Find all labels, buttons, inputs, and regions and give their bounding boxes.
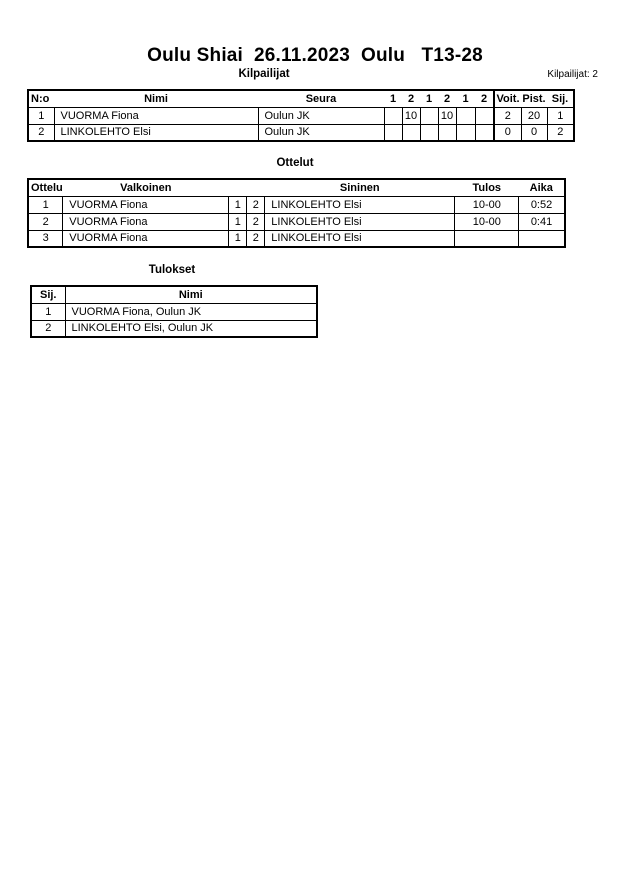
kilpailijat-section-title: Kilpailijat — [238, 68, 290, 80]
cell-score — [384, 107, 402, 124]
col-header-sij: Sij. — [547, 90, 574, 107]
cell-score: 10 — [402, 107, 420, 124]
col-header-valkoinen: Valkoinen — [63, 179, 229, 196]
ottelut-table — [27, 178, 566, 248]
cell-pist: 0 — [521, 124, 547, 141]
col-header-pist: Pist. — [521, 90, 547, 107]
cell-sij: 1 — [547, 107, 574, 124]
col-header-no: N:o — [28, 90, 54, 107]
ottelut-header-row — [28, 179, 565, 196]
cell-ottelu: 1 — [28, 196, 63, 213]
cell-score — [420, 107, 438, 124]
cell-no: 1 — [28, 107, 54, 124]
cell-sininen: LINKOLEHTO Elsi — [265, 213, 455, 230]
table-row — [28, 196, 565, 213]
cell-corner-1: 1 — [229, 196, 247, 213]
cell-tulos — [455, 230, 519, 247]
cell-sij: 1 — [31, 303, 65, 320]
cell-no: 2 — [28, 124, 54, 141]
table-row — [31, 303, 317, 320]
cell-sininen: LINKOLEHTO Elsi — [265, 230, 455, 247]
col-header-round-5: 1 — [456, 90, 475, 107]
cell-corner-2: 2 — [247, 230, 265, 247]
col-header-round-6: 2 — [475, 90, 494, 107]
tulokset-section-title: Tulokset — [148, 264, 196, 276]
cell-sininen: LINKOLEHTO Elsi — [265, 196, 455, 213]
cell-score — [420, 124, 438, 141]
cell-score — [475, 124, 494, 141]
table-row — [28, 124, 574, 141]
col-header-seura: Seura — [258, 90, 384, 107]
cell-tulos: 10-00 — [455, 196, 519, 213]
cell-valkoinen: VUORMA Fiona — [63, 213, 229, 230]
col-header-round-3: 1 — [420, 90, 438, 107]
cell-voit: 0 — [494, 124, 521, 141]
ottelut-section-title: Ottelut — [276, 157, 314, 169]
table-row — [28, 230, 565, 247]
cell-seura: Oulun JK — [258, 107, 384, 124]
cell-ottelu: 2 — [28, 213, 63, 230]
cell-corner-1: 1 — [229, 213, 247, 230]
kilpailijat-header-row — [28, 90, 574, 107]
col-header-spacer-2 — [247, 179, 265, 196]
cell-score — [456, 124, 475, 141]
tulokset-table — [30, 285, 318, 338]
col-header-aika: Aika — [519, 179, 565, 196]
kilpailijat-table — [27, 89, 575, 142]
tulokset-header-row — [31, 286, 317, 303]
cell-score — [456, 107, 475, 124]
cell-nimi: VUORMA Fiona, Oulun JK — [65, 303, 317, 320]
cell-nimi: VUORMA Fiona — [54, 107, 258, 124]
cell-score — [475, 107, 494, 124]
table-row — [31, 320, 317, 337]
cell-corner-2: 2 — [247, 196, 265, 213]
table-row — [28, 107, 574, 124]
cell-score — [384, 124, 402, 141]
table-row — [28, 213, 565, 230]
cell-nimi: LINKOLEHTO Elsi — [54, 124, 258, 141]
col-header-voit: Voit. — [494, 90, 521, 107]
cell-score — [402, 124, 420, 141]
cell-aika: 0:52 — [519, 196, 565, 213]
col-header-nimi: Nimi — [65, 286, 317, 303]
col-header-ottelu: Ottelu — [28, 179, 63, 196]
col-header-sij: Sij. — [31, 286, 65, 303]
cell-tulos: 10-00 — [455, 213, 519, 230]
col-header-sininen: Sininen — [265, 179, 455, 196]
col-header-nimi: Nimi — [54, 90, 258, 107]
cell-corner-2: 2 — [247, 213, 265, 230]
col-header-round-4: 2 — [438, 90, 456, 107]
col-header-spacer-1 — [229, 179, 247, 196]
cell-aika — [519, 230, 565, 247]
cell-nimi: LINKOLEHTO Elsi, Oulun JK — [65, 320, 317, 337]
page-title: Oulu Shiai 26.11.2023 Oulu T13-28 — [147, 45, 483, 66]
cell-ottelu: 3 — [28, 230, 63, 247]
col-header-round-2: 2 — [402, 90, 420, 107]
cell-corner-1: 1 — [229, 230, 247, 247]
cell-seura: Oulun JK — [258, 124, 384, 141]
col-header-tulos: Tulos — [455, 179, 519, 196]
cell-valkoinen: VUORMA Fiona — [63, 196, 229, 213]
cell-sij: 2 — [31, 320, 65, 337]
cell-valkoinen: VUORMA Fiona — [63, 230, 229, 247]
cell-pist: 20 — [521, 107, 547, 124]
cell-score: 10 — [438, 107, 456, 124]
cell-score — [438, 124, 456, 141]
competitors-count: Kilpailijat: 2 — [547, 69, 598, 80]
col-header-round-1: 1 — [384, 90, 402, 107]
cell-aika: 0:41 — [519, 213, 565, 230]
cell-sij: 2 — [547, 124, 574, 141]
cell-voit: 2 — [494, 107, 521, 124]
